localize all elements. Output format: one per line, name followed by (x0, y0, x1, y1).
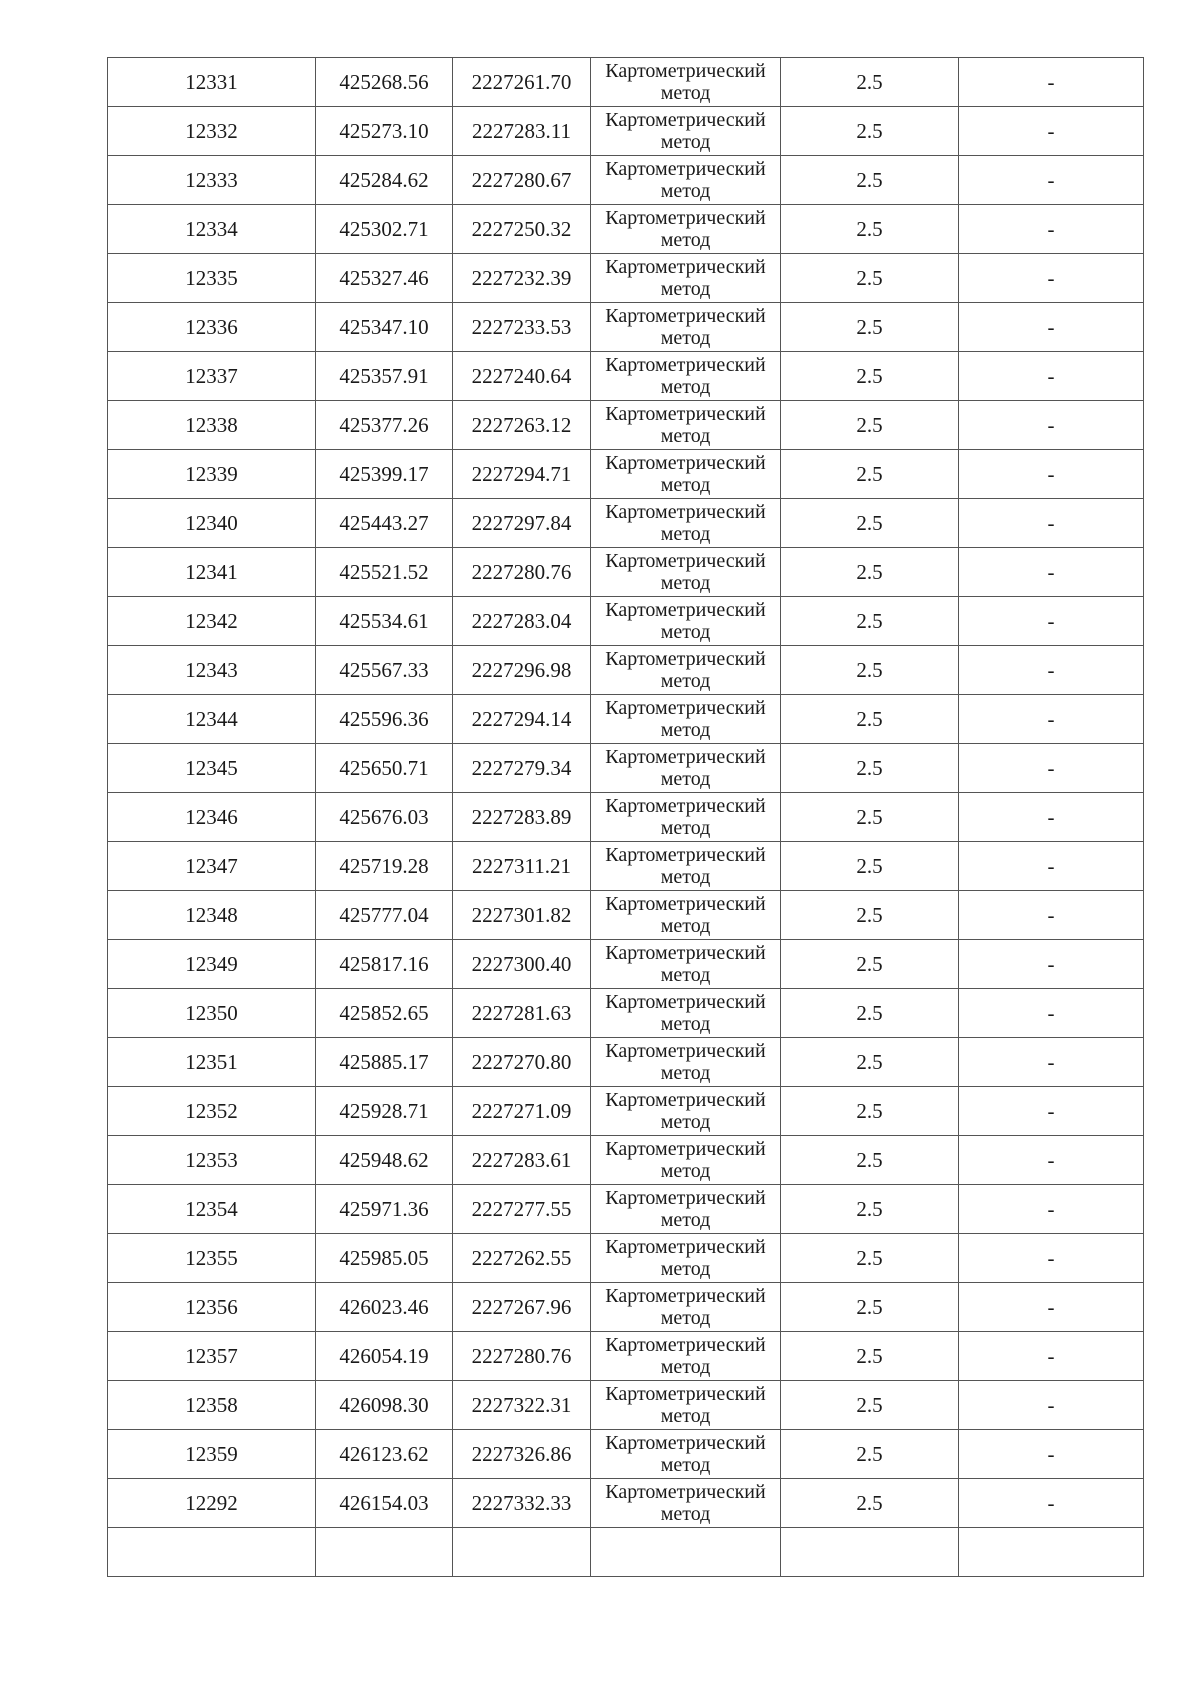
table-row (108, 695, 1144, 744)
point-number-cell: 12331 (108, 58, 316, 107)
y-coordinate-cell: 2227271.09 (453, 1087, 591, 1136)
y-coordinate-cell: 2227233.53 (453, 303, 591, 352)
method-line-1: Картометрический (605, 452, 766, 474)
x-coordinate-cell: 425302.71 (316, 205, 453, 254)
accuracy-cell: 2.5 (781, 450, 959, 499)
accuracy-cell: 2.5 (781, 1430, 959, 1479)
note-cell (959, 1528, 1144, 1577)
method-line-1: Картометрический (605, 1040, 766, 1062)
accuracy-cell: 2.5 (781, 499, 959, 548)
note-cell: - (959, 1381, 1144, 1430)
accuracy-cell: 2.5 (781, 646, 959, 695)
point-number-cell: 12342 (108, 597, 316, 646)
x-coordinate-cell: 425985.05 (316, 1234, 453, 1283)
point-number-cell: 12357 (108, 1332, 316, 1381)
table-row (108, 989, 1144, 1038)
table-row (108, 254, 1144, 303)
point-number-cell: 12346 (108, 793, 316, 842)
method-line-1: Картометрический (605, 158, 766, 180)
table-row (108, 842, 1144, 891)
method-line-2: метод (660, 278, 711, 300)
method-line-2: метод (660, 523, 711, 545)
point-number-cell: 12351 (108, 1038, 316, 1087)
note-cell: - (959, 842, 1144, 891)
y-coordinate-cell: 2227240.64 (453, 352, 591, 401)
x-coordinate-cell: 425268.56 (316, 58, 453, 107)
table-row (108, 352, 1144, 401)
y-coordinate-cell: 2227283.89 (453, 793, 591, 842)
x-coordinate-cell: 425817.16 (316, 940, 453, 989)
accuracy-cell: 2.5 (781, 303, 959, 352)
table-row (108, 450, 1144, 499)
method-cell (591, 1136, 781, 1185)
method-line-2: метод (660, 572, 711, 594)
method-line-2: метод (660, 1454, 711, 1476)
y-coordinate-cell: 2227294.71 (453, 450, 591, 499)
note-cell: - (959, 401, 1144, 450)
accuracy-cell: 2.5 (781, 842, 959, 891)
method-line-1: Картометрический (605, 109, 766, 131)
y-coordinate-cell: 2227280.76 (453, 548, 591, 597)
method-cell (591, 1430, 781, 1479)
point-number-cell: 12354 (108, 1185, 316, 1234)
method-line-1: Картометрический (605, 60, 766, 82)
table-row (108, 1479, 1144, 1528)
method-cell (591, 989, 781, 1038)
table-row (108, 1283, 1144, 1332)
x-coordinate-cell: 425347.10 (316, 303, 453, 352)
note-cell: - (959, 1185, 1144, 1234)
note-cell: - (959, 989, 1144, 1038)
x-coordinate-cell: 425443.27 (316, 499, 453, 548)
note-cell: - (959, 450, 1144, 499)
note-cell: - (959, 597, 1144, 646)
note-cell: - (959, 744, 1144, 793)
method-line-2: метод (660, 1405, 711, 1427)
method-line-1: Картометрический (605, 1089, 766, 1111)
method-line-1: Картометрический (605, 844, 766, 866)
note-cell: - (959, 1479, 1144, 1528)
method-cell (591, 1283, 781, 1332)
note-cell: - (959, 107, 1144, 156)
method-cell (591, 744, 781, 793)
table-row (108, 401, 1144, 450)
method-cell (591, 940, 781, 989)
point-number-cell: 12352 (108, 1087, 316, 1136)
y-coordinate-cell: 2227283.11 (453, 107, 591, 156)
point-number-cell: 12355 (108, 1234, 316, 1283)
accuracy-cell: 2.5 (781, 1185, 959, 1234)
point-number-cell: 12339 (108, 450, 316, 499)
accuracy-cell: 2.5 (781, 744, 959, 793)
x-coordinate-cell: 425650.71 (316, 744, 453, 793)
point-number-cell: 12343 (108, 646, 316, 695)
point-number-cell: 12340 (108, 499, 316, 548)
method-line-1: Картометрический (605, 1481, 766, 1503)
method-cell (591, 303, 781, 352)
method-line-1: Картометрический (605, 550, 766, 572)
method-line-1: Картометрический (605, 942, 766, 964)
method-cell (591, 401, 781, 450)
method-line-1: Картометрический (605, 893, 766, 915)
table-row (108, 107, 1144, 156)
y-coordinate-cell: 2227263.12 (453, 401, 591, 450)
method-cell (591, 891, 781, 940)
method-cell (591, 548, 781, 597)
x-coordinate-cell: 425399.17 (316, 450, 453, 499)
method-cell (591, 695, 781, 744)
method-line-1: Картометрический (605, 648, 766, 670)
table-row (108, 548, 1144, 597)
x-coordinate-cell: 425676.03 (316, 793, 453, 842)
note-cell: - (959, 793, 1144, 842)
x-coordinate-cell: 425567.33 (316, 646, 453, 695)
x-coordinate-cell: 425357.91 (316, 352, 453, 401)
accuracy-cell: 2.5 (781, 1087, 959, 1136)
method-line-1: Картометрический (605, 305, 766, 327)
accuracy-cell: 2.5 (781, 548, 959, 597)
point-number-cell: 12341 (108, 548, 316, 597)
table-row (108, 744, 1144, 793)
method-line-2: метод (660, 1258, 711, 1280)
table-row (108, 891, 1144, 940)
x-coordinate-cell: 425852.65 (316, 989, 453, 1038)
point-number-cell: 12336 (108, 303, 316, 352)
method-line-1: Картометрический (605, 1138, 766, 1160)
method-line-2: метод (660, 1209, 711, 1231)
accuracy-cell: 2.5 (781, 1136, 959, 1185)
method-cell (591, 1381, 781, 1430)
y-coordinate-cell: 2227279.34 (453, 744, 591, 793)
note-cell: - (959, 1087, 1144, 1136)
accuracy-cell: 2.5 (781, 1381, 959, 1430)
method-line-1: Картометрический (605, 697, 766, 719)
method-line-2: метод (660, 1062, 711, 1084)
table-row (108, 1185, 1144, 1234)
table-row (108, 1332, 1144, 1381)
method-line-2: метод (660, 670, 711, 692)
point-number-cell: 12348 (108, 891, 316, 940)
note-cell: - (959, 548, 1144, 597)
method-line-2: метод (660, 180, 711, 202)
x-coordinate-cell (316, 1528, 453, 1577)
method-line-1: Картометрический (605, 403, 766, 425)
table-row (108, 646, 1144, 695)
accuracy-cell: 2.5 (781, 58, 959, 107)
point-number-cell: 12338 (108, 401, 316, 450)
accuracy-cell: 2.5 (781, 1332, 959, 1381)
point-number-cell (108, 1528, 316, 1577)
method-cell (591, 450, 781, 499)
note-cell: - (959, 499, 1144, 548)
x-coordinate-cell: 425777.04 (316, 891, 453, 940)
method-line-2: метод (660, 131, 711, 153)
y-coordinate-cell: 2227262.55 (453, 1234, 591, 1283)
point-number-cell: 12334 (108, 205, 316, 254)
table-row (108, 1087, 1144, 1136)
method-cell (591, 646, 781, 695)
method-cell (591, 1087, 781, 1136)
note-cell: - (959, 891, 1144, 940)
note-cell: - (959, 205, 1144, 254)
method-line-2: метод (660, 229, 711, 251)
accuracy-cell: 2.5 (781, 401, 959, 450)
point-number-cell: 12292 (108, 1479, 316, 1528)
table-row (108, 940, 1144, 989)
accuracy-cell: 2.5 (781, 107, 959, 156)
accuracy-cell: 2.5 (781, 1038, 959, 1087)
accuracy-cell: 2.5 (781, 695, 959, 744)
method-line-2: метод (660, 1111, 711, 1133)
method-cell (591, 107, 781, 156)
method-line-2: метод (660, 1013, 711, 1035)
y-coordinate-cell: 2227296.98 (453, 646, 591, 695)
accuracy-cell: 2.5 (781, 891, 959, 940)
method-cell (591, 842, 781, 891)
y-coordinate-cell: 2227277.55 (453, 1185, 591, 1234)
note-cell: - (959, 303, 1144, 352)
method-line-1: Картометрический (605, 991, 766, 1013)
table-row (108, 499, 1144, 548)
point-number-cell: 12350 (108, 989, 316, 1038)
table-row (108, 205, 1144, 254)
method-cell (591, 156, 781, 205)
x-coordinate-cell: 426023.46 (316, 1283, 453, 1332)
method-line-1: Картометрический (605, 795, 766, 817)
point-number-cell: 12333 (108, 156, 316, 205)
point-number-cell: 12335 (108, 254, 316, 303)
y-coordinate-cell: 2227300.40 (453, 940, 591, 989)
point-number-cell: 12347 (108, 842, 316, 891)
table-row (108, 1136, 1144, 1185)
y-coordinate-cell: 2227294.14 (453, 695, 591, 744)
x-coordinate-cell: 425534.61 (316, 597, 453, 646)
table-row (108, 1381, 1144, 1430)
table-row (108, 793, 1144, 842)
method-line-2: метод (660, 82, 711, 104)
method-cell (591, 1332, 781, 1381)
x-coordinate-cell: 426154.03 (316, 1479, 453, 1528)
note-cell: - (959, 1234, 1144, 1283)
accuracy-cell: 2.5 (781, 989, 959, 1038)
x-coordinate-cell: 425948.62 (316, 1136, 453, 1185)
accuracy-cell: 2.5 (781, 1283, 959, 1332)
table-row (108, 597, 1144, 646)
accuracy-cell: 2.5 (781, 597, 959, 646)
note-cell: - (959, 352, 1144, 401)
point-number-cell: 12345 (108, 744, 316, 793)
x-coordinate-cell: 425377.26 (316, 401, 453, 450)
table-row (108, 303, 1144, 352)
method-cell (591, 1038, 781, 1087)
y-coordinate-cell: 2227281.63 (453, 989, 591, 1038)
method-line-2: метод (660, 1503, 711, 1525)
method-cell (591, 254, 781, 303)
note-cell: - (959, 1430, 1144, 1479)
note-cell: - (959, 1038, 1144, 1087)
y-coordinate-cell (453, 1528, 591, 1577)
method-line-2: метод (660, 1356, 711, 1378)
accuracy-cell: 2.5 (781, 1479, 959, 1528)
method-line-2: метод (660, 621, 711, 643)
method-cell (591, 793, 781, 842)
x-coordinate-cell: 425273.10 (316, 107, 453, 156)
method-line-2: метод (660, 719, 711, 741)
x-coordinate-cell: 426054.19 (316, 1332, 453, 1381)
y-coordinate-cell: 2227326.86 (453, 1430, 591, 1479)
point-number-cell: 12332 (108, 107, 316, 156)
y-coordinate-cell: 2227261.70 (453, 58, 591, 107)
table-row (108, 1038, 1144, 1087)
note-cell: - (959, 254, 1144, 303)
accuracy-cell: 2.5 (781, 793, 959, 842)
method-cell (591, 597, 781, 646)
note-cell: - (959, 646, 1144, 695)
method-line-2: метод (660, 915, 711, 937)
method-line-2: метод (660, 425, 711, 447)
y-coordinate-cell: 2227332.33 (453, 1479, 591, 1528)
x-coordinate-cell: 425596.36 (316, 695, 453, 744)
accuracy-cell: 2.5 (781, 1234, 959, 1283)
accuracy-cell: 2.5 (781, 205, 959, 254)
point-number-cell: 12344 (108, 695, 316, 744)
y-coordinate-cell: 2227270.80 (453, 1038, 591, 1087)
note-cell: - (959, 156, 1144, 205)
method-cell (591, 1528, 781, 1577)
method-cell (591, 1185, 781, 1234)
y-coordinate-cell: 2227297.84 (453, 499, 591, 548)
table-row (108, 1528, 1144, 1577)
y-coordinate-cell: 2227311.21 (453, 842, 591, 891)
method-line-1: Картометрический (605, 1383, 766, 1405)
accuracy-cell: 2.5 (781, 254, 959, 303)
method-line-1: Картометрический (605, 1236, 766, 1258)
method-line-1: Картометрический (605, 746, 766, 768)
coordinates-table (107, 57, 1144, 1577)
method-line-2: метод (660, 1307, 711, 1329)
method-line-2: метод (660, 1160, 711, 1182)
method-cell (591, 205, 781, 254)
method-line-1: Картометрический (605, 1334, 766, 1356)
method-cell (591, 352, 781, 401)
x-coordinate-cell: 425885.17 (316, 1038, 453, 1087)
table-body (108, 58, 1144, 1577)
method-cell (591, 1479, 781, 1528)
note-cell: - (959, 940, 1144, 989)
accuracy-cell (781, 1528, 959, 1577)
method-line-1: Картометрический (605, 207, 766, 229)
method-line-2: метод (660, 376, 711, 398)
point-number-cell: 12356 (108, 1283, 316, 1332)
y-coordinate-cell: 2227280.67 (453, 156, 591, 205)
method-line-1: Картометрический (605, 599, 766, 621)
accuracy-cell: 2.5 (781, 156, 959, 205)
y-coordinate-cell: 2227301.82 (453, 891, 591, 940)
point-number-cell: 12349 (108, 940, 316, 989)
y-coordinate-cell: 2227232.39 (453, 254, 591, 303)
note-cell: - (959, 58, 1144, 107)
point-number-cell: 12359 (108, 1430, 316, 1479)
point-number-cell: 12353 (108, 1136, 316, 1185)
table-row (108, 1234, 1144, 1283)
method-line-2: метод (660, 866, 711, 888)
method-line-1: Картометрический (605, 1432, 766, 1454)
point-number-cell: 12358 (108, 1381, 316, 1430)
x-coordinate-cell: 425971.36 (316, 1185, 453, 1234)
method-cell (591, 1234, 781, 1283)
method-line-1: Картометрический (605, 501, 766, 523)
note-cell: - (959, 1136, 1144, 1185)
point-number-cell: 12337 (108, 352, 316, 401)
x-coordinate-cell: 425928.71 (316, 1087, 453, 1136)
table-row (108, 58, 1144, 107)
method-cell (591, 499, 781, 548)
y-coordinate-cell: 2227283.04 (453, 597, 591, 646)
method-line-2: метод (660, 768, 711, 790)
accuracy-cell: 2.5 (781, 352, 959, 401)
y-coordinate-cell: 2227250.32 (453, 205, 591, 254)
x-coordinate-cell: 426098.30 (316, 1381, 453, 1430)
x-coordinate-cell: 425327.46 (316, 254, 453, 303)
method-line-2: метод (660, 817, 711, 839)
method-cell (591, 58, 781, 107)
note-cell: - (959, 1283, 1144, 1332)
x-coordinate-cell: 425284.62 (316, 156, 453, 205)
method-line-1: Картометрический (605, 1285, 766, 1307)
y-coordinate-cell: 2227322.31 (453, 1381, 591, 1430)
y-coordinate-cell: 2227280.76 (453, 1332, 591, 1381)
note-cell: - (959, 1332, 1144, 1381)
method-line-2: метод (660, 327, 711, 349)
method-line-2: метод (660, 964, 711, 986)
accuracy-cell: 2.5 (781, 940, 959, 989)
y-coordinate-cell: 2227267.96 (453, 1283, 591, 1332)
y-coordinate-cell: 2227283.61 (453, 1136, 591, 1185)
x-coordinate-cell: 425521.52 (316, 548, 453, 597)
method-line-2: метод (660, 474, 711, 496)
x-coordinate-cell: 425719.28 (316, 842, 453, 891)
method-line-1: Картометрический (605, 354, 766, 376)
x-coordinate-cell: 426123.62 (316, 1430, 453, 1479)
method-line-1: Картометрический (605, 256, 766, 278)
table-row (108, 156, 1144, 205)
table-row (108, 1430, 1144, 1479)
note-cell: - (959, 695, 1144, 744)
method-line-1: Картометрический (605, 1187, 766, 1209)
